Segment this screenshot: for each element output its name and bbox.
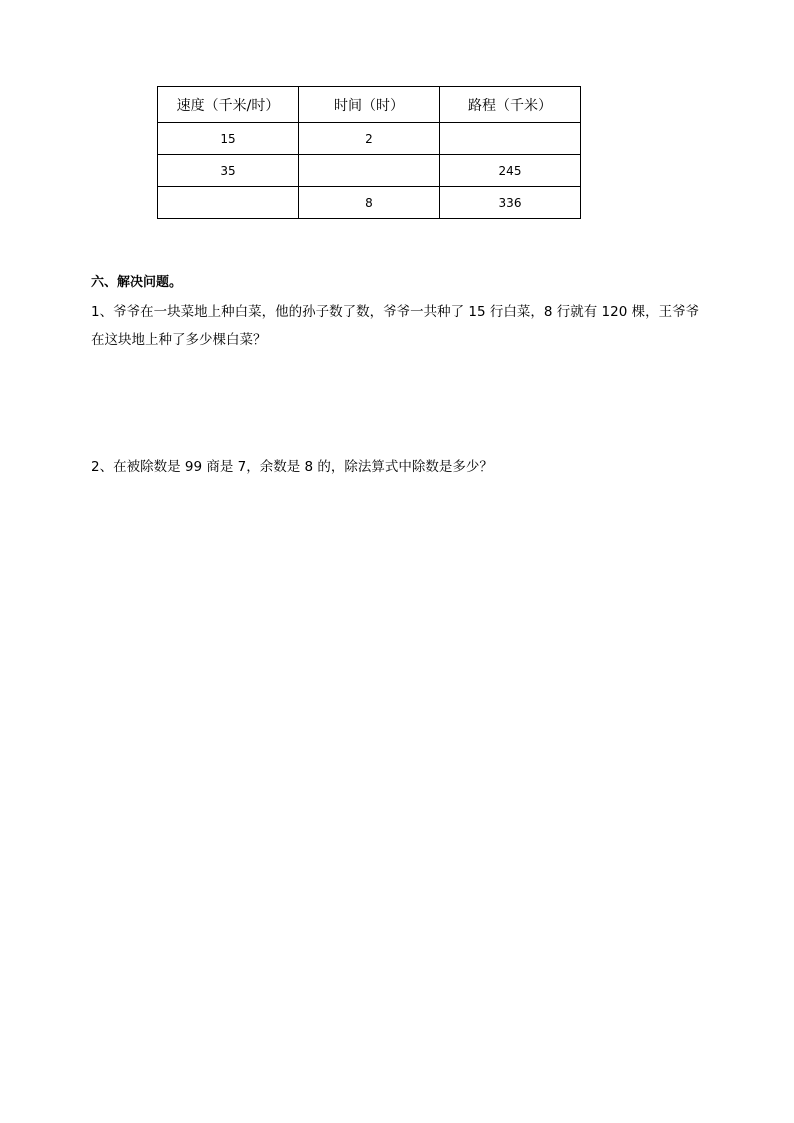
header-distance: 路程（千米） <box>440 87 581 123</box>
problem-2 <box>91 453 711 481</box>
problem-1 <box>91 298 711 354</box>
table-header-row <box>158 87 581 123</box>
table-cell: 8 <box>299 187 440 219</box>
table-cell: 2 <box>299 123 440 155</box>
table-cell <box>440 123 581 155</box>
problem-1-line-1: 1、爷爷在一块菜地上种白菜，他的孙子数了数，爷爷一共种了 15 行白菜，8 行就有 120 棵，王爷爷 <box>91 304 700 320</box>
table-row <box>158 123 581 155</box>
table-row <box>158 187 581 219</box>
table-cell: 245 <box>440 155 581 187</box>
section-title: 六、解决问题。 <box>91 275 183 290</box>
header-speed: 速度（千米/时） <box>158 87 299 123</box>
table-row <box>158 155 581 187</box>
header-time: 时间（时） <box>299 87 440 123</box>
speed-time-distance-table <box>157 86 581 219</box>
table-cell <box>299 155 440 187</box>
table-cell: 35 <box>158 155 299 187</box>
problem-2-line-1: 2、在被除数是 99 商是 7，余数是 8 的，除法算式中除数是多少？ <box>91 459 493 475</box>
table-cell <box>158 187 299 219</box>
problem-1-line-2: 在这块地上种了多少棵白菜？ <box>91 332 267 348</box>
table-cell: 15 <box>158 123 299 155</box>
table-cell: 336 <box>440 187 581 219</box>
